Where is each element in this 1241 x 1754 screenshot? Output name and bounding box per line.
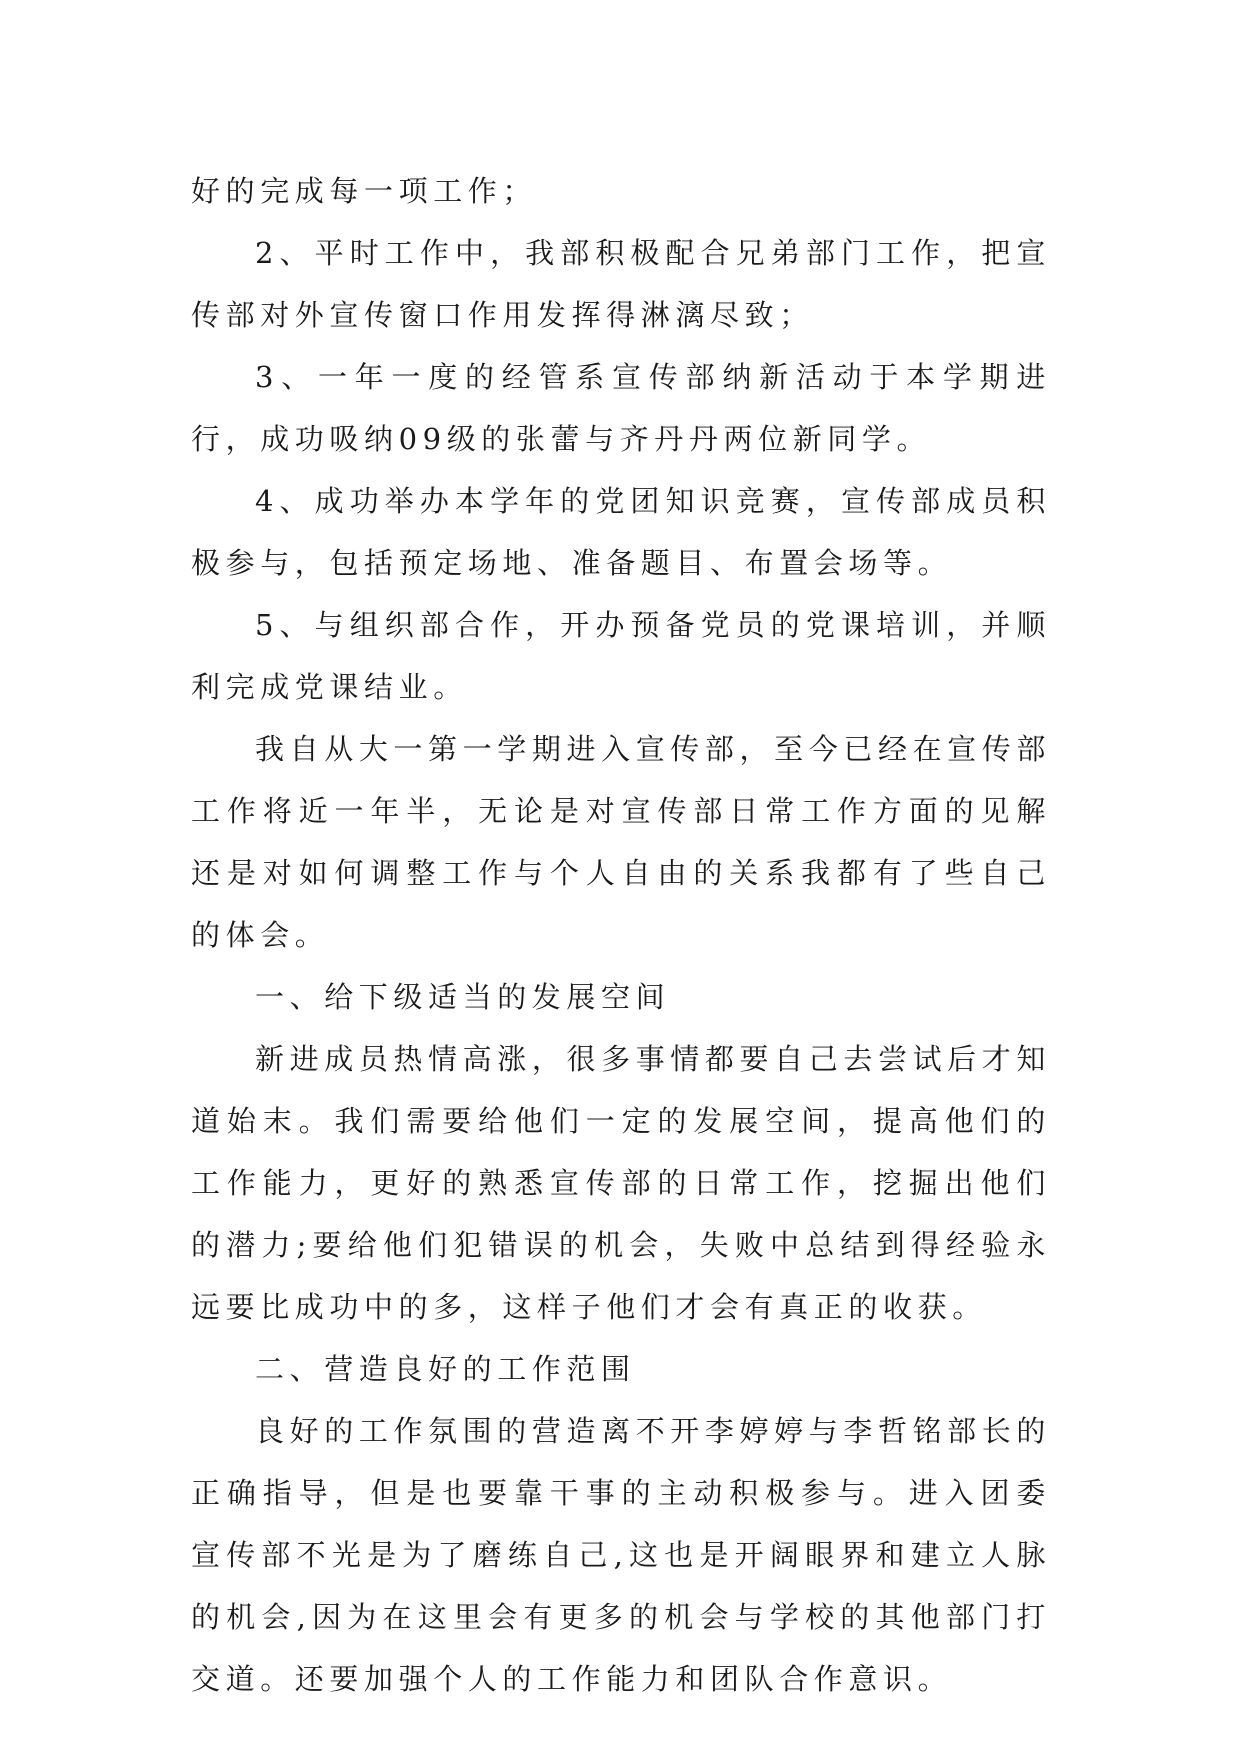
paragraph-6: 我自从大一第一学期进入宣传部，至今已经在宣传部工作将近一年半，无论是对宣传部日常工作方面的见解还是对如何调整工作与个人自由的关系我都有了些自己的体会。: [191, 732, 1051, 952]
paragraph-1: 好的完成每一项工作；: [191, 174, 538, 208]
paragraph-2: 2、平时工作中，我部积极配合兄弟部门工作，把宣传部对外宣传窗口作用发挥得淋漓尽致；: [191, 236, 1051, 332]
section-heading-1: 一、给下级适当的发展空间: [255, 980, 671, 1014]
paragraph-3: 3、一年一度的经管系宣传部纳新活动于本学期进行，成功吸纳09级的张蕾与齐丹丹两位新同学。: [191, 360, 1051, 456]
document-body: [191, 160, 1051, 1710]
paragraph-5: 5、与组织部合作，开办预备党员的党课培训，并顺利完成党课结业。: [191, 608, 1051, 704]
paragraph-4: 4、成功举办本学年的党团知识竞赛，宣传部成员积极参与，包括预定场地、准备题目、布置会场等。: [191, 484, 1051, 580]
paragraph-8: 良好的工作氛围的营造离不开李婷婷与李哲铭部长的正确指导，但是也要靠干事的主动积极参与。进入团委宣传部不光是为了磨练自己,这也是开阔眼界和建立人脉的机会,因为在这里会有更多的机会与学校的其他部门打交道。还要加强个人的工作能力和团队合作意识。: [191, 1414, 1051, 1696]
section-heading-2: 二、营造良好的工作范围: [255, 1352, 636, 1386]
paragraph-7: 新进成员热情高涨，很多事情都要自己去尝试后才知道始末。我们需要给他们一定的发展空间，提高他们的工作能力，更好的熟悉宣传部的日常工作，挖掘出他们的潜力;要给他们犯错误的机会，失败中总结到得经验永远要比成功中的多，这样子他们才会有真正的收获。: [191, 1042, 1051, 1324]
